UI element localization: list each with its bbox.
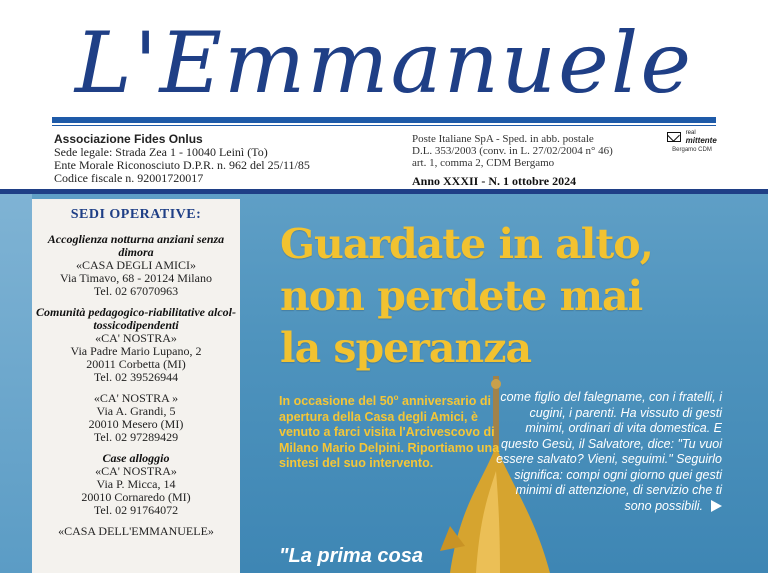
postal-line: D.L. 353/2003 (conv. in L. 27/02/2004 n° 46)	[412, 145, 613, 157]
address-line: «CASA DELL'EMMANUELE»	[58, 524, 214, 538]
sede-legale: Sede legale: Strada Zea 1 - 10040 Leinì (To)	[54, 145, 268, 159]
publisher-info	[54, 133, 310, 185]
section-title: Accoglienza notturna anziani senza dimora	[47, 232, 225, 259]
masthead	[0, 0, 768, 128]
codice-fiscale: Codice fiscale n. 92001720017	[54, 171, 204, 185]
address-line: «CA' NOSTRA »	[93, 391, 179, 405]
continue-arrow-icon	[711, 500, 722, 512]
mittente-brand: real mittente	[685, 129, 717, 145]
phone-line: Tel. 02 39526944	[93, 370, 179, 384]
address-line: Via P. Micca, 14	[96, 477, 176, 491]
address-line: Via Timavo, 68 - 20124 Milano	[60, 271, 212, 285]
address-line: 20011 Corbetta (MI)	[86, 357, 186, 371]
sidebar-section	[32, 306, 240, 444]
sedi-operative-box	[32, 199, 240, 573]
phone-line: Tel. 02 97289429	[93, 430, 179, 444]
mittente-place: Bergamo CDM	[672, 147, 712, 153]
address-line: «CASA DEGLI AMICI»	[75, 258, 196, 272]
address-line: 20010 Mesero (MI)	[88, 417, 184, 431]
newspaper-title: L'Emmanuele	[74, 14, 694, 112]
mittente-logo	[662, 128, 722, 154]
sidebar-heading: SEDI OPERATIVE:	[70, 207, 202, 222]
address-line: «CA' NOSTRA»	[95, 331, 177, 345]
section-title: Comunità pedagogico-riabilitative alcol-tossicodipendenti	[36, 305, 236, 332]
spire-finial	[491, 379, 501, 389]
sidebar-section	[32, 233, 240, 298]
article-body: come figlio del falegname, con i fratelli, i cugini, i parenti. Ha vissuto di gesti minimi, ordinari di vita domestica. E questo Gesù, il Salvatore, dice: "Tu vuoi essere salvato? Vieni, seguimi." Seguirlo significa: compi ogni giorno quei gesti minimi di attenzione, di servizio che ti sono possibili.	[496, 390, 722, 513]
phone-line: Tel. 02 91764072	[93, 503, 179, 517]
envelope-icon	[667, 132, 681, 142]
article-lede: In occasione del 50$^o$ anniversario di apertura della Casa degli Amici, è venuto a farci visita l'Arcivescovo di Milano Mario Delpini. Riportiamo una sintesi del suo intervento.	[279, 393, 500, 471]
postal-line: Poste Italiane SpA - Sped. in abb. postale	[412, 133, 594, 145]
headline-line: Guardate in alto,	[280, 220, 653, 268]
address-line: «CA' NOSTRA»	[95, 464, 177, 478]
address-line: 20010 Cornaredo (MI)	[81, 490, 191, 504]
masthead-rule	[52, 117, 716, 123]
address-line: Via A. Grandi, 5	[96, 404, 176, 418]
headline-line: non perdete mai	[280, 272, 643, 320]
phone-line: Tel. 02 67070963	[93, 284, 179, 298]
ente-morale: Ente Morale Riconosciuto D.P.R. n. 962 del 25/11/85	[54, 158, 310, 172]
postal-info	[412, 133, 642, 187]
publisher-name: Associazione Fides Onlus	[54, 132, 203, 146]
masthead-rule-thin	[52, 125, 716, 126]
cover-photo-edge	[0, 194, 32, 573]
article-headline	[280, 218, 750, 374]
postal-line: art. 1, comma 2, CDM Bergamo	[412, 157, 555, 169]
address-line: Via Padre Mario Lupano, 2	[70, 344, 202, 358]
issue-number: Anno XXXII - N. 1 ottobre 2024	[412, 174, 577, 188]
headline-line: la speranza	[280, 324, 532, 372]
sidebar-section	[32, 452, 240, 538]
section-title: Case alloggio	[102, 451, 170, 465]
pull-quote: "La prima cosa	[279, 545, 423, 567]
